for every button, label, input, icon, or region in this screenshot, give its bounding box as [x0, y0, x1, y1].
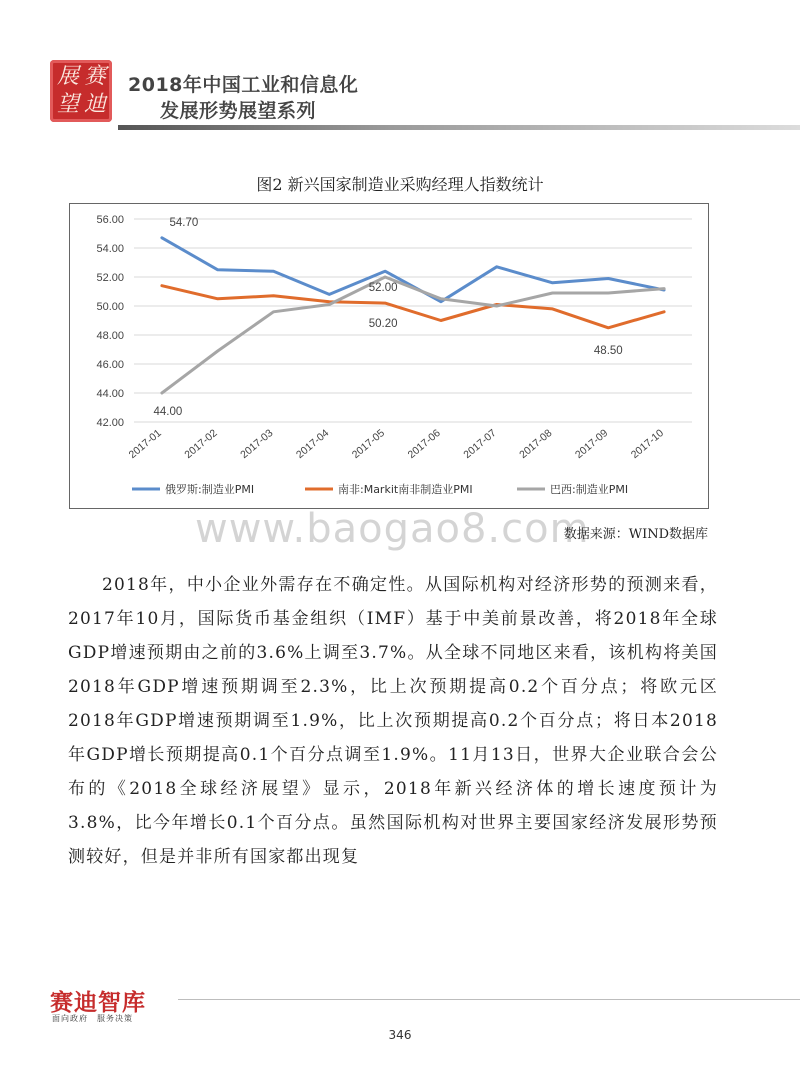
- legend-label: 巴西:制造业PMI: [550, 483, 629, 496]
- data-label: 52.00: [368, 282, 398, 294]
- x-tick-label: 2017-05: [349, 427, 388, 462]
- x-tick-label: 2017-02: [182, 427, 220, 462]
- body-paragraph: 2018年，中小企业外需存在不确定性。从国际机构对经济形势的预测来看，2017年10月，国际货币基金组织（IMF）基于中美前景改善，将2018年全球GDP增速预期由之前的3.6%上调至3.7%。从全球不同地区来看，该机构将美国2018年GDP增速预期调至2.3%，比上次预期提高0.2个百分点；将欧元区2018年GDP增速预期调至1.9%，比上次预期提高0.2个百分点；将日本2018年GDP增长预期提高0.1个百分点调至1.9%。11月13日，世界大企业联合会公布的《2018全球经济展望》显示，2018年新兴经济体的增长速度预计为3.8%，比今年增长0.1个百分点。虽然国际机构对世界主要国家经济发展形势预测较好，但是并非所有国家都出现复: [68, 575, 718, 867]
- data-label: 50.20: [368, 318, 398, 331]
- y-tick-label: 44.00: [96, 388, 124, 400]
- y-tick-label: 46.00: [96, 359, 124, 371]
- data-label: 54.70: [169, 216, 199, 229]
- legend-label: 俄罗斯:制造业PMI: [165, 483, 255, 496]
- series-title-line1: 2018年中国工业和信息化: [128, 74, 359, 96]
- watermark: www.baogao8.com: [195, 506, 590, 552]
- y-tick-label: 42.00: [96, 417, 124, 429]
- pmi-chart: [69, 203, 709, 509]
- footer-logo: 赛迪智库: [50, 990, 146, 1016]
- x-tick-label: 2017-04: [293, 427, 332, 462]
- data-label: 48.50: [593, 344, 623, 357]
- y-tick-label: 54.00: [96, 243, 124, 255]
- y-tick-label: 50.00: [96, 301, 124, 313]
- data-label: 44.00: [153, 406, 183, 418]
- x-tick-label: 2017-07: [461, 427, 499, 462]
- x-tick-label: 2017-10: [628, 427, 667, 462]
- x-tick-label: 2017-06: [405, 427, 443, 462]
- y-tick-label: 52.00: [96, 272, 124, 284]
- x-tick-label: 2017-09: [572, 427, 611, 462]
- x-tick-label: 2017-03: [238, 427, 276, 462]
- figure-title: 图2 新兴国家制造业采购经理人指数统计: [256, 175, 544, 194]
- header-seal-logo: [50, 60, 112, 122]
- seal-char: 赛: [83, 64, 106, 89]
- seal-char: 迪: [83, 92, 106, 117]
- footer-rule: [178, 999, 800, 1000]
- footer-tagline: 面向政府 服务决策: [52, 1014, 133, 1023]
- legend-label: 南非:Markit南非制造业PMI: [338, 483, 473, 496]
- y-tick-label: 56.00: [96, 214, 124, 226]
- data-source: 数据来源：WIND数据库: [563, 527, 708, 542]
- x-tick-label: 2017-01: [126, 427, 164, 462]
- page-number: 346: [388, 1028, 412, 1042]
- seal-char: 展: [56, 64, 79, 89]
- chart-svg: [70, 204, 708, 508]
- y-tick-label: 48.00: [96, 330, 124, 342]
- header-rule: [118, 125, 800, 130]
- series-title-line2: 发展形势展望系列: [160, 100, 317, 122]
- x-tick-label: 2017-08: [517, 427, 555, 462]
- seal-char: 望: [56, 92, 79, 117]
